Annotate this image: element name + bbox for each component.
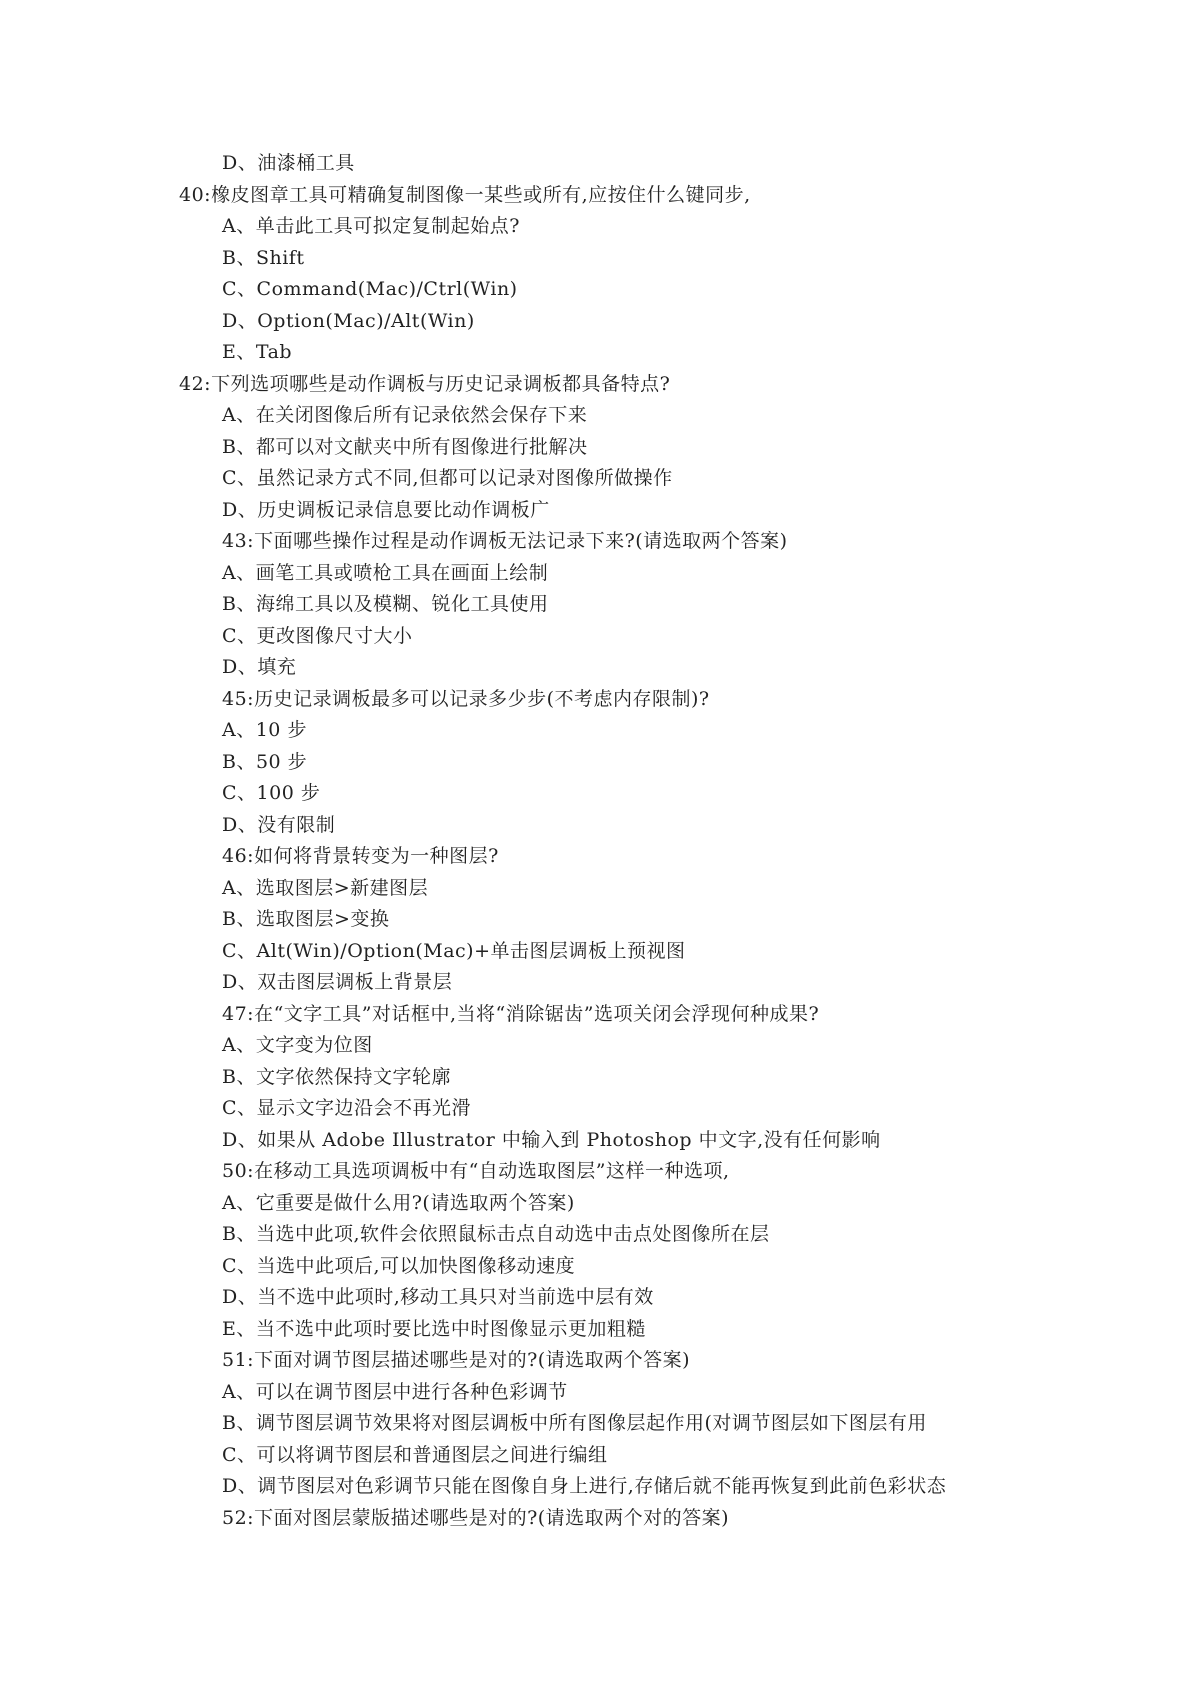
text-line: B、文字依然保持文字轮廓 [222, 1065, 451, 1088]
text-line: A、选取图层>新建图层 [222, 876, 429, 899]
text-line: C、显示文字边沿会不再光滑 [222, 1097, 472, 1119]
text-line: A、在关闭图像后所有记录依然会保存下来 [222, 404, 588, 426]
text-line: C、当选中此项后,可以加快图像移动速度 [222, 1254, 576, 1277]
question-line: 42:下列选项哪些是动作调板与历史记录调板都具备特点? [179, 372, 671, 395]
question-line: 40:橡皮图章工具可精确复制图像一某些或所有,应按住什么键同步, [179, 183, 751, 206]
text-line: B、Shift [222, 246, 305, 269]
text-line: C、可以将调节图层和普通图层之间进行编组 [222, 1443, 608, 1466]
text-line: 43:下面哪些操作过程是动作调板无法记录下来?(请选取两个答案) [222, 530, 788, 552]
text-line: D、如果从 Adobe Illustrator 中输入到 Photoshop 中文字,没有任何影响 [222, 1128, 881, 1151]
text-line: D、Option(Mac)/Alt(Win) [222, 309, 475, 332]
text-line: B、调节图层调节效果将对图层调板中所有图像层起作用(对调节图层如下图层有用 [222, 1412, 927, 1434]
text-line: A、可以在调节图层中进行各种色彩调节 [222, 1380, 568, 1403]
text-line: 51:下面对调节图层描述哪些是对的?(请选取两个答案) [222, 1349, 691, 1371]
text-line: D、油漆桶工具 [222, 152, 355, 174]
text-line: B、海绵工具以及模糊、锐化工具使用 [222, 593, 549, 615]
text-line: B、50 步 [222, 750, 308, 773]
text-line: C、Alt(Win)/Option(Mac)+单击图层调板上预视图 [222, 939, 686, 962]
document-page [0, 148, 1191, 1534]
text-line: A、画笔工具或喷枪工具在画面上绘制 [222, 561, 549, 584]
text-line: A、文字变为位图 [222, 1034, 373, 1056]
text-line: 50:在移动工具选项调板中有“自动选取图层”这样一种选项, [222, 1160, 730, 1182]
text-line: 46:如何将背景转变为一种图层? [222, 845, 499, 867]
text-line: E、Tab [222, 341, 293, 363]
text-line: 45:历史记录调板最多可以记录多少步(不考虑内存限制)? [222, 687, 710, 710]
text-line: D、当不选中此项时,移动工具只对当前选中层有效 [222, 1286, 654, 1308]
text-line: A、10 步 [222, 719, 307, 741]
text-line: D、调节图层对色彩调节只能在图像自身上进行,存储后就不能再恢复到此前色彩状态 [222, 1475, 947, 1497]
text-line: C、虽然记录方式不同,但都可以记录对图像所做操作 [222, 467, 673, 489]
text-line: A、单击此工具可拟定复制起始点? [222, 215, 520, 237]
text-line: C、更改图像尺寸大小 [222, 624, 413, 647]
text-line: B、都可以对文献夹中所有图像进行批解决 [222, 435, 588, 458]
text-line: E、当不选中此项时要比选中时图像显示更加粗糙 [222, 1317, 646, 1340]
text-line: C、Command(Mac)/Ctrl(Win) [222, 278, 518, 300]
text-line: 47:在“文字工具”对话框中,当将“消除锯齿”选项关闭会浮现何种成果? [222, 1002, 820, 1025]
text-line: B、选取图层>变换 [222, 908, 390, 930]
text-line: A、它重要是做什么用?(请选取两个答案) [222, 1191, 575, 1214]
text-line: D、历史调板记录信息要比动作调板广 [222, 498, 550, 521]
text-line: B、当选中此项,软件会依照鼠标击点自动选中击点处图像所在层 [222, 1223, 770, 1245]
text-line: D、没有限制 [222, 813, 336, 836]
text-line: C、100 步 [222, 782, 321, 804]
text-line: 52:下面对图层蒙版描述哪些是对的?(请选取两个对的答案) [222, 1506, 730, 1529]
text-line: D、填充 [222, 656, 297, 678]
text-line: D、双击图层调板上背景层 [222, 971, 453, 993]
